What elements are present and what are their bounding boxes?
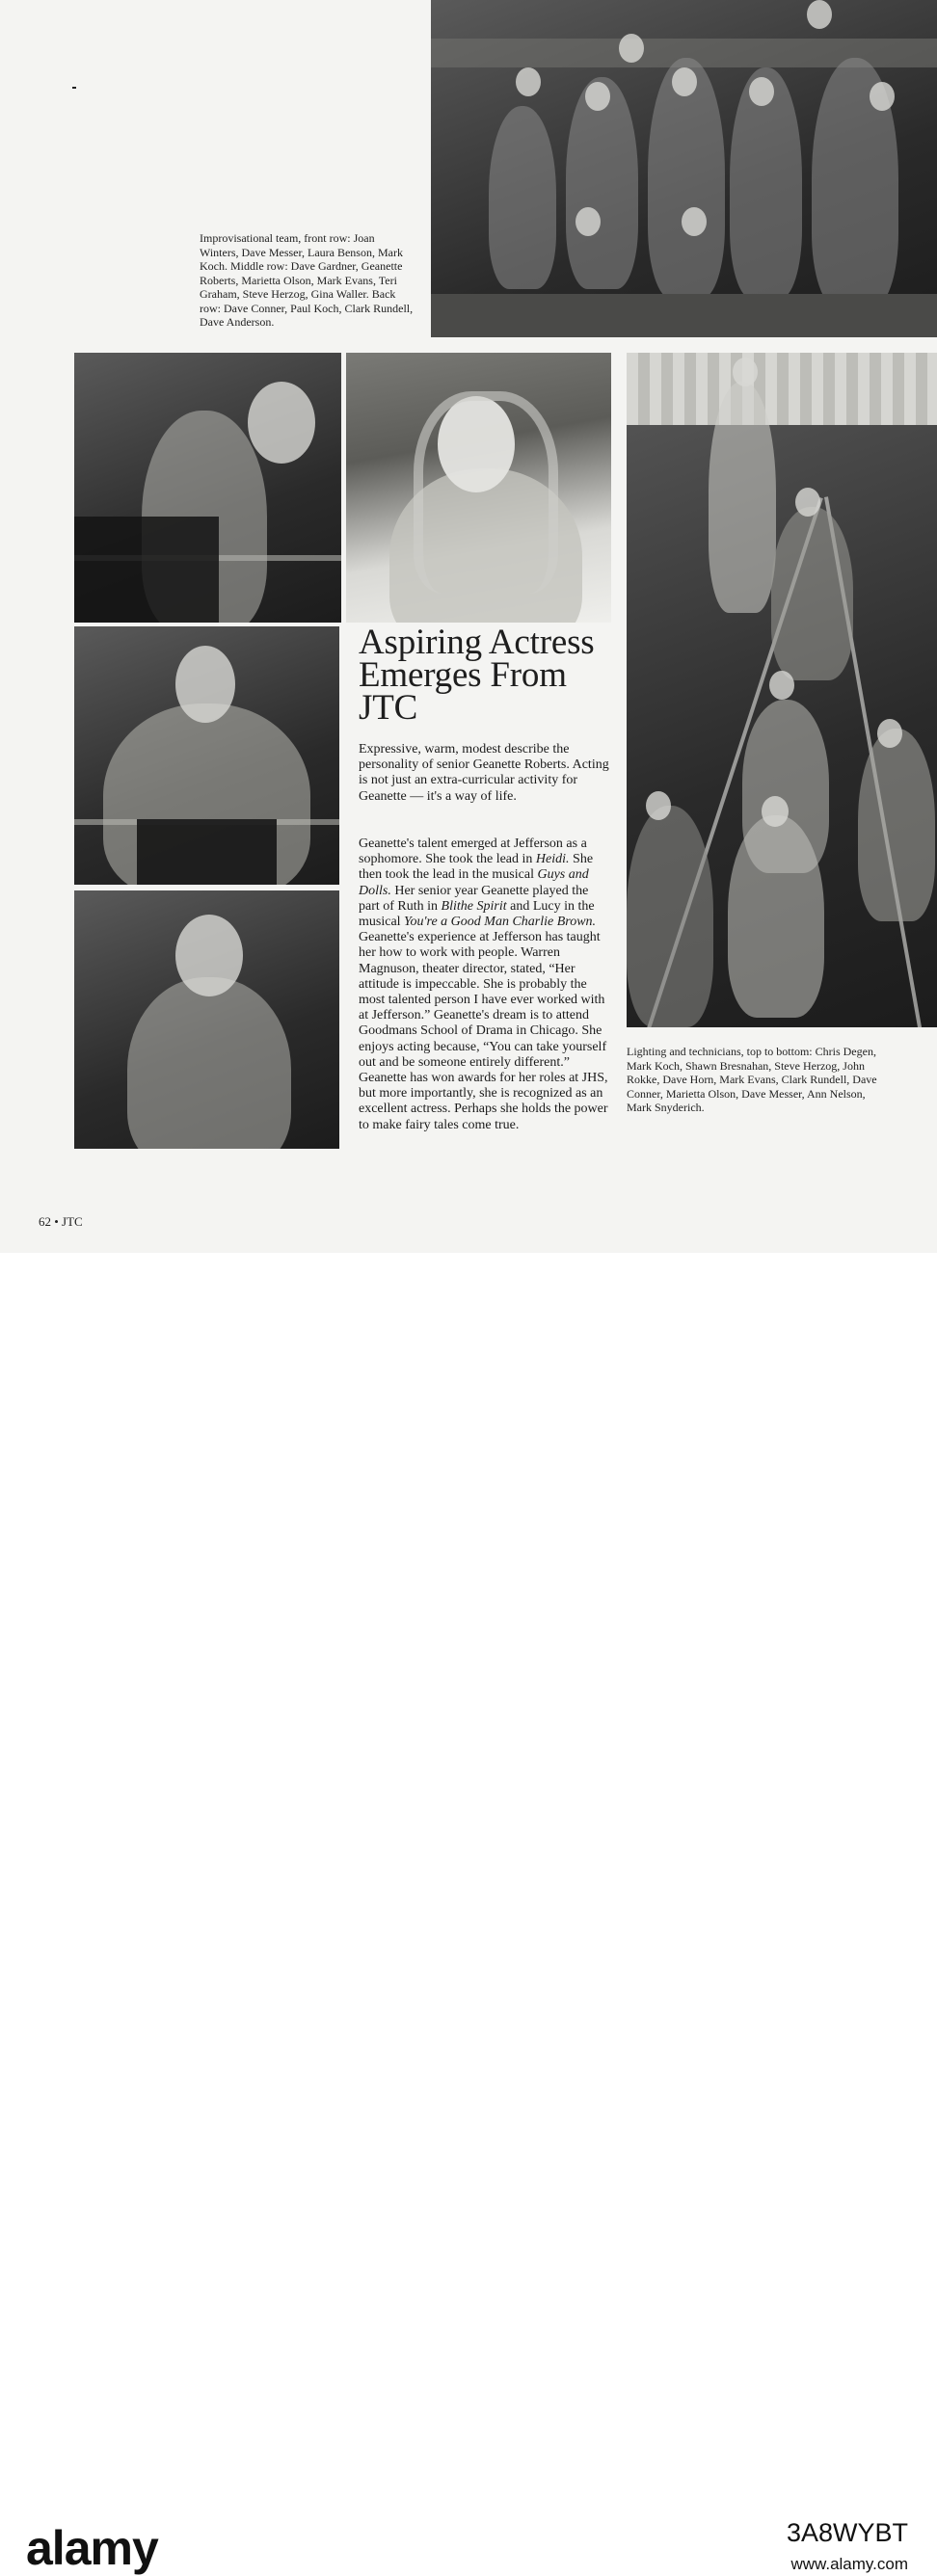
headline-line-3: JTC: [359, 688, 418, 728]
improv-team-caption: Improvisational team, front row: Joan Winters, Dave Messer, Laura Benson, Mark Koch. Middle row: Dave Gardner, Geanette Roberts, Marietta Olson, Mark Evans, Teri Graham, Steve Herzog, Gina Waller. Back row: Dave Conner, Paul Koch, Clark Rundell, Dave Anderson.: [200, 231, 414, 329]
improv-team-photo: [431, 0, 937, 337]
lighting-crew-photo: [627, 353, 937, 1027]
yearbook-page: [0, 0, 937, 1253]
actress-saluting-photo: [74, 353, 341, 623]
actress-portrait-photo: [346, 353, 611, 623]
watermark-brand: alamy: [26, 2521, 158, 2575]
watermark-url: www.alamy.com: [790, 2555, 908, 2573]
page-folio: 62 • JTC: [39, 1214, 83, 1229]
actress-hands-on-hips-photo: [74, 626, 339, 885]
article-headline: [359, 623, 619, 728]
watermark-banner: [0, 1253, 937, 2575]
headline-line-2: Emerges From: [359, 655, 567, 695]
headline-line-1: Aspiring Actress: [359, 623, 595, 662]
article-paragraph-2: Geanette's talent emerged at Jefferson as a sophomore. She took the lead in Heidi. She then took the lead in the musical Guys and Dolls. Her senior year Geanette played the part of Ruth in Blithe Spirit and Lucy in the musical You're a Good Man Charlie Brown. Geanette's experience at Jefferson has taught her how to work with people. Warren Magnuson, theater director, stated, “Her attitude is impeccable. She is probably the most talented person I have ever worked with at Jefferson.” Geanette's dream is to attend Goodmans School of Drama in Chicago. She enjoys acting because, “You can take yourself out and be someone entirely different.” Geanette has won awards for her roles at JHS, but more importantly, she is recognized as an excellent actress. Perhaps she holds the power to make fairy tales come true.: [359, 837, 608, 1132]
lighting-crew-caption: Lighting and technicians, top to bottom: Chris Degen, Mark Koch, Shawn Bresnahan, Steve Herzog, John Rokke, Dave Horn, Mark Evans, Clark Rundell, Dave Conner, Marietta Olson, Dave Messer, Ann Nelson, Mark Snyderich.: [627, 1045, 877, 1114]
watermark-image-code: 3A8WYBT: [786, 2518, 908, 2547]
actress-speaking-photo: [74, 890, 339, 1149]
article-paragraph-1: Expressive, warm, modest describe the personality of senior Geanette Roberts. Acting is not just an extra-curricular activity for Geanette — it's a way of life.: [359, 742, 609, 804]
stray-mark: [72, 87, 76, 89]
